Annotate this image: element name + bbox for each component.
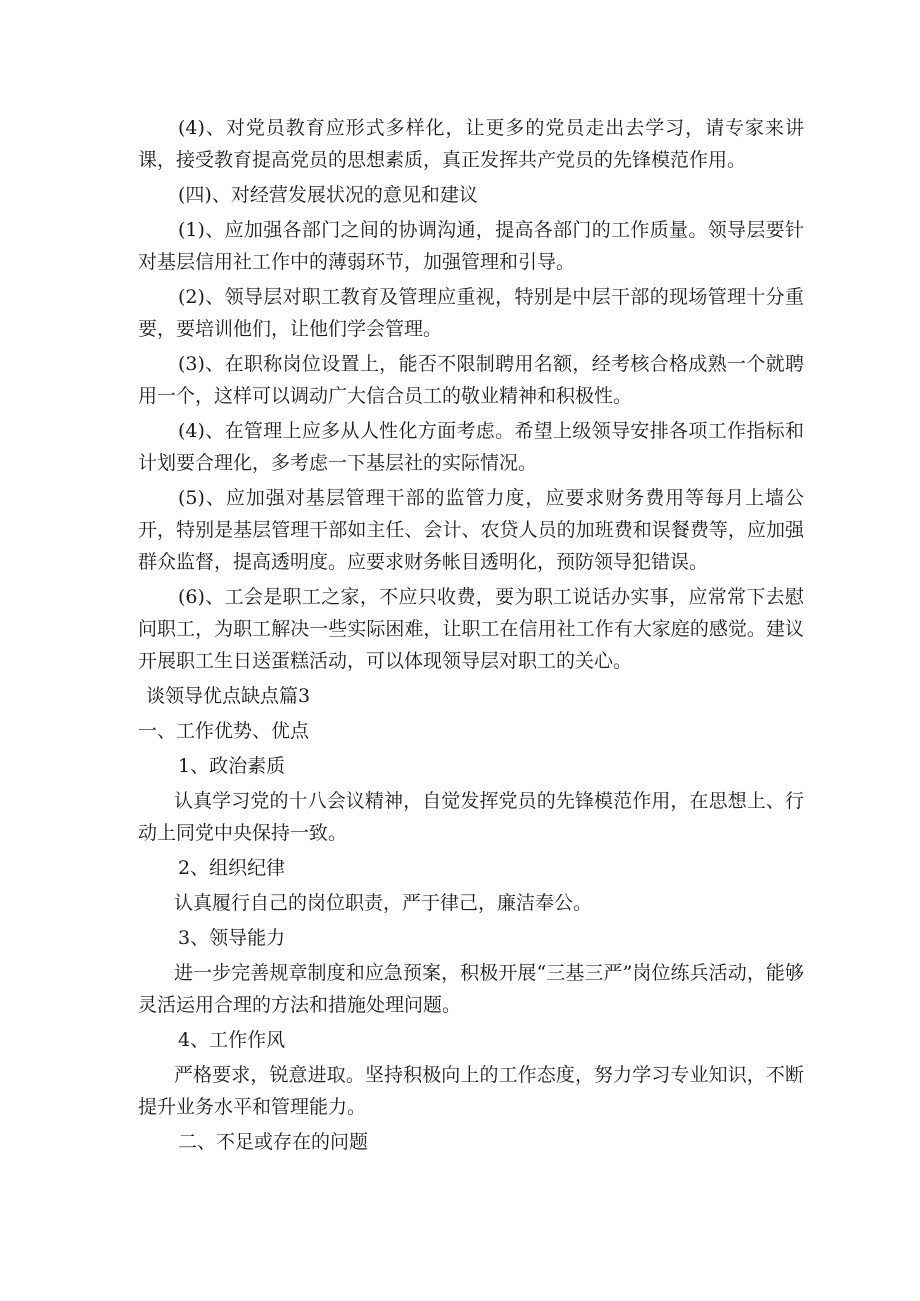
section-title-part3: 谈领导优点缺点篇3 xyxy=(146,685,311,707)
paragraph-supervision: (5)、应加强对基层管理干部的监管力度，应要求财务费用等每月上墙公开，特别是基层管理干部如主任、会计、农贷人员的加班费和误餐费等，应加强群众监督，提高透明度。应要求财务帐目透明化，预防领导犯错误。 xyxy=(138,487,804,573)
paragraph-trade-union: (6)、工会是职工之家，不应只收费，要为职工说话办实事，应常常下去慰问职工，为职工解决一些实际困难，让职工在信用社工作有大家庭的感觉。建议开展职工生日送蛋糕活动，可以体现领导层对职工的关心。 xyxy=(138,586,804,672)
heading-leadership: 3、领导能力 xyxy=(178,927,286,949)
paragraph-work-style: 严格要求，锐意进取。坚持积极向上的工作态度，努力学习专业知识，不断提升业务水平和管理能力。 xyxy=(138,1064,804,1118)
heading-work-style: 4、工作作风 xyxy=(178,1029,286,1051)
heading-discipline: 2、组织纪律 xyxy=(178,857,286,879)
paragraph-leadership: 进一步完善规章制度和应急预案，积极开展“三基三严”岗位练兵活动，能够灵活运用合理的方法和措施处理问题。 xyxy=(138,962,804,1016)
paragraph-job-titles: (3)、在职称岗位设置上，能否不限制聘用名额，经考核合格成熟一个就聘用一个，这样可以调动广大信合员工的敬业精神和积极性。 xyxy=(138,353,804,407)
heading-advantages: 一、工作优势、优点 xyxy=(138,720,310,742)
heading-political-quality: 1、政治素质 xyxy=(178,755,286,777)
paragraph-discipline: 认真履行自己的岗位职责，严于律己，廉洁奉公。 xyxy=(174,892,593,914)
heading-business-suggestions: (四)、对经营发展状况的意见和建议 xyxy=(178,184,478,206)
heading-shortcomings: 二、不足或存在的问题 xyxy=(178,1131,369,1153)
paragraph-coordination: (1)、应加强各部门之间的协调沟通，提高各部门的工作质量。领导层要针对基层信用社工作中的薄弱环节，加强管理和引导。 xyxy=(138,219,804,273)
paragraph-humanized-management: (4)、在管理上应多从人性化方面考虑。希望上级领导安排各项工作指标和计划要合理化，多考虑一下基层社的实际情况。 xyxy=(138,420,804,474)
paragraph-party-education: (4)、对党员教育应形式多样化，让更多的党员走出去学习，请专家来讲课，接受教育提高党员的思想素质，真正发挥共产党员的先锋模范作用。 xyxy=(138,117,804,171)
paragraph-staff-training: (2)、领导层对职工教育及管理应重视，特别是中层干部的现场管理十分重要，要培训他们，让他们学会管理。 xyxy=(138,286,804,340)
document-body xyxy=(138,112,804,1161)
paragraph-political-quality: 认真学习党的十八会议精神，自觉发挥党员的先锋模范作用，在思想上、行动上同党中央保持一致。 xyxy=(138,790,804,844)
